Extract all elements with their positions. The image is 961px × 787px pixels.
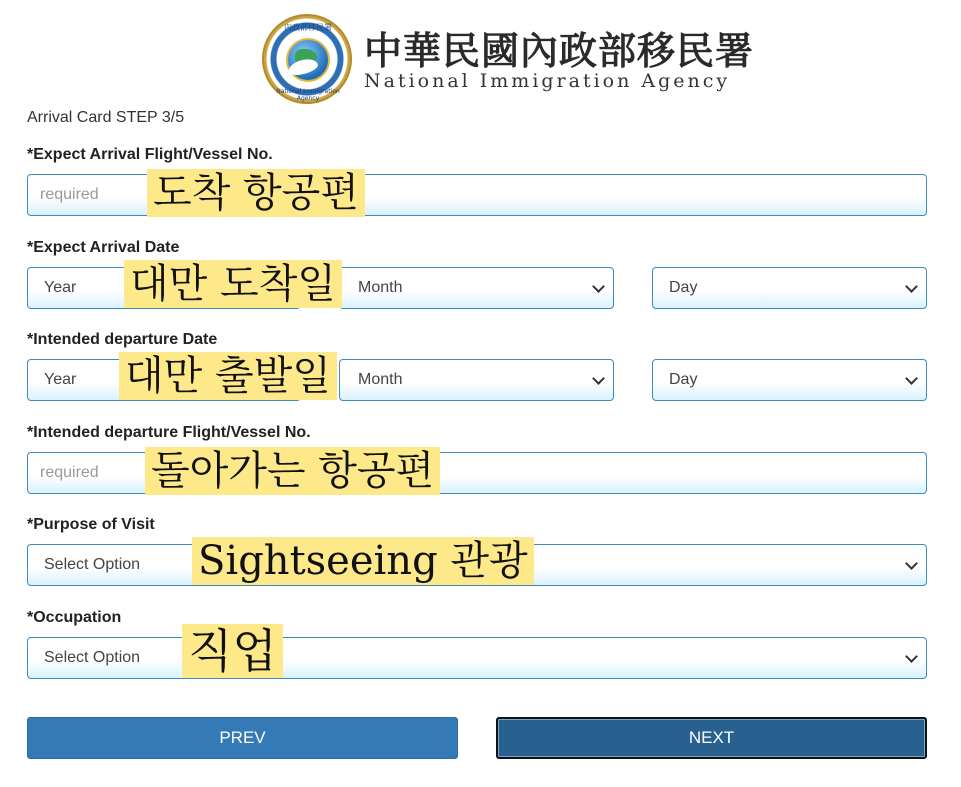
occupation-label: *Occupation bbox=[27, 609, 122, 626]
arrival-year-value: Year bbox=[44, 279, 77, 296]
occupation-select[interactable] bbox=[27, 637, 927, 679]
agency-seal-logo bbox=[262, 14, 352, 104]
chevron-down-icon bbox=[592, 372, 605, 385]
arrival-month-value: Month bbox=[358, 279, 403, 296]
purpose-label: *Purpose of Visit bbox=[27, 516, 155, 533]
departure-day-select[interactable] bbox=[652, 359, 927, 401]
departure-flight-label: *Intended departure Flight/Vessel No. bbox=[27, 424, 311, 441]
arrival-date-annotation: 대만 도착일 bbox=[124, 260, 342, 308]
departure-flight-placeholder: required bbox=[40, 464, 99, 481]
occupation-annotation: 직업 bbox=[182, 624, 283, 678]
departure-date-annotation: 대만 출발일 bbox=[119, 352, 337, 400]
departure-month-select[interactable] bbox=[339, 359, 614, 401]
departure-month-value: Month bbox=[358, 371, 403, 388]
arrival-date-label: *Expect Arrival Date bbox=[27, 239, 180, 256]
arrival-flight-label: *Expect Arrival Flight/Vessel No. bbox=[27, 146, 273, 163]
arrival-flight-placeholder: required bbox=[40, 186, 99, 203]
step-indicator: Arrival Card STEP 3/5 bbox=[27, 109, 185, 126]
occupation-value: Select Option bbox=[44, 649, 141, 666]
prev-button[interactable] bbox=[27, 717, 458, 759]
chevron-down-icon bbox=[905, 280, 918, 293]
prev-button-label: PREV bbox=[219, 728, 266, 747]
purpose-value: Select Option bbox=[44, 556, 141, 573]
agency-header bbox=[262, 12, 755, 104]
agency-name-chinese: 中華民國內政部移民署 bbox=[364, 28, 755, 73]
next-button[interactable] bbox=[496, 717, 927, 759]
departure-day-value: Day bbox=[669, 371, 698, 388]
departure-flight-annotation: 돌아가는 항공편 bbox=[145, 447, 440, 495]
agency-name-english: National Immigration Agency bbox=[364, 70, 731, 92]
arrival-day-value: Day bbox=[669, 279, 698, 296]
next-button-label: NEXT bbox=[688, 728, 735, 747]
chevron-down-icon bbox=[905, 372, 918, 385]
purpose-annotation: Sightseeing 관광 bbox=[192, 537, 534, 585]
chevron-down-icon bbox=[905, 557, 918, 570]
chevron-down-icon bbox=[905, 650, 918, 663]
arrival-day-select[interactable] bbox=[652, 267, 927, 309]
seal-top-text: 內政部移民署 bbox=[284, 23, 332, 32]
departure-year-value: Year bbox=[44, 371, 77, 388]
seal-bottom-text: National Immigration Agency bbox=[276, 88, 340, 102]
arrival-month-select[interactable] bbox=[339, 267, 614, 309]
arrival-flight-annotation: 도착 항공편 bbox=[147, 169, 365, 217]
departure-date-label: *Intended departure Date bbox=[27, 331, 218, 348]
chevron-down-icon bbox=[592, 280, 605, 293]
